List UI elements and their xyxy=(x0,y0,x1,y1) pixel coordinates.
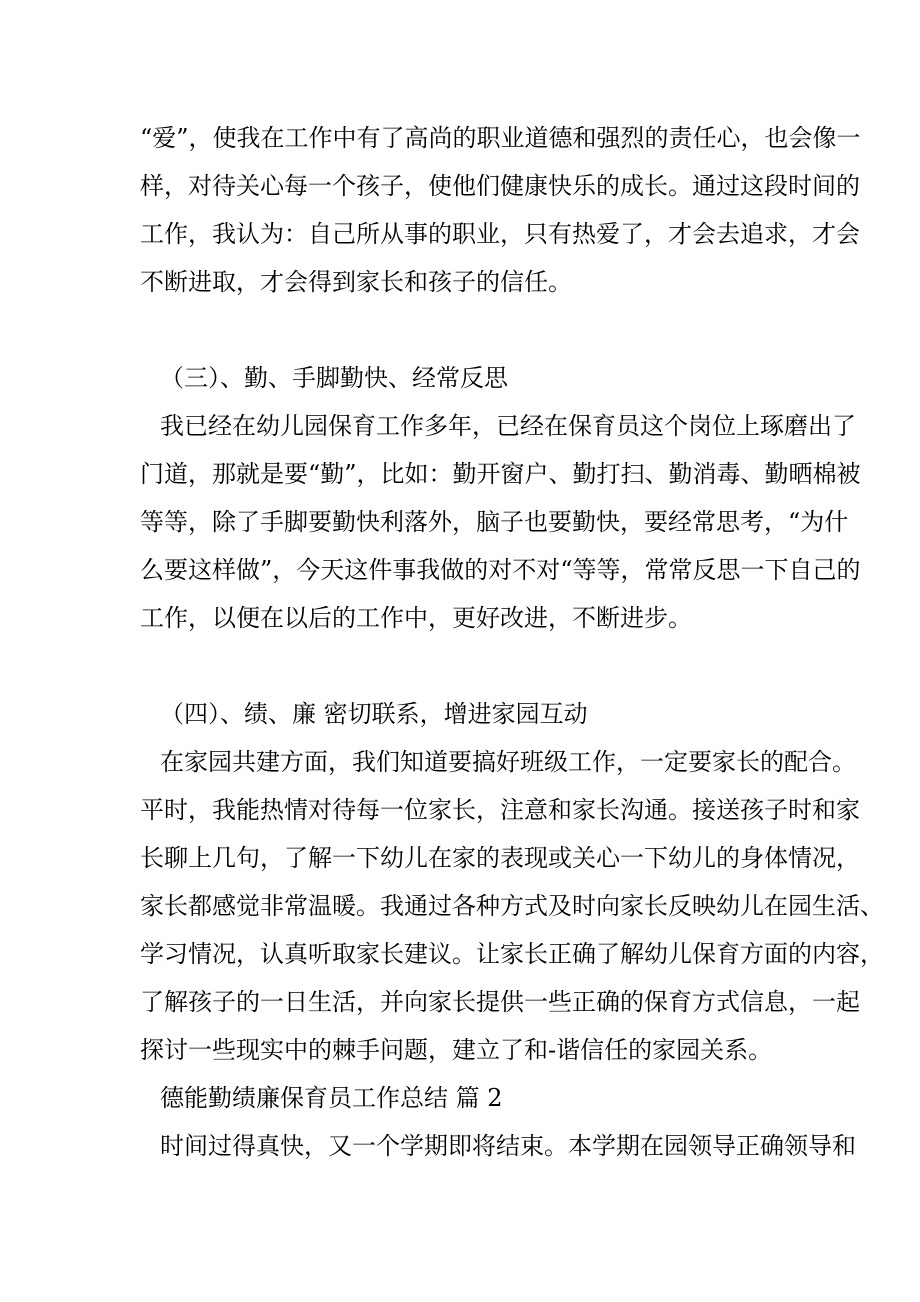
paragraph-line: 么要这样做”，今天这件事我做的对不对“等等，常常反思一下自己的 xyxy=(140,556,861,584)
paragraph-line: 时间过得真快，又一个学期即将结束。本学期在园领导正确领导和 xyxy=(160,1132,856,1160)
article-title: 德能勤绩廉保育员工作总结 篇 2 xyxy=(160,1084,503,1112)
paragraph-line: 工作，以便在以后的工作中，更好改进，不断进步。 xyxy=(140,604,692,632)
paragraph-line: 了解孩子的一日生活，并向家长提供一些正确的保育方式信息，一起 xyxy=(140,988,860,1016)
paragraph-line: “爱”，使我在工作中有了高尚的职业道德和强烈的责任心，也会像一 xyxy=(140,124,861,152)
section-heading-3: （三）、勤、手脚勤快、经常反思 xyxy=(160,364,508,392)
paragraph-line: 门道，那就是要“勤”，比如：勤开窗户、勤打扫、勤消毒、勤晒棉被 xyxy=(140,460,861,488)
paragraph-line: 样，对待关心每一个孩子，使他们健康快乐的成长。通过这段时间的 xyxy=(140,172,860,200)
section-heading-4: （四）、绩、廉 密切联系，增进家园互动 xyxy=(160,700,588,728)
paragraph-line: 不断进取，才会得到家长和孩子的信任。 xyxy=(140,268,572,296)
paragraph-line: 平时，我能热情对待每一位家长，注意和家长沟通。接送孩子时和家 xyxy=(140,796,860,824)
paragraph-line: 家长都感觉非常温暖。我通过各种方式及时向家长反映幼儿在园生活、 xyxy=(140,892,884,920)
paragraph-line: 等等，除了手脚要勤快利落外，脑子也要勤快，要经常思考，“为什 xyxy=(140,508,849,536)
paragraph-line: 在家园共建方面，我们知道要搞好班级工作，一定要家长的配合。 xyxy=(160,748,856,776)
paragraph-line: 探讨一些现实中的棘手问题，建立了和-谐信任的家园关系。 xyxy=(140,1036,773,1064)
paragraph-line: 长聊上几句，了解一下幼儿在家的表现或关心一下幼儿的身体情况， xyxy=(140,844,860,872)
paragraph-line: 学习情况，认真听取家长建议。让家长正确了解幼儿保育方面的内容， xyxy=(140,940,884,968)
paragraph-line: 工作，我认为：自己所从事的职业，只有热爱了，才会去追求，才会 xyxy=(140,220,860,248)
paragraph-line: 我已经在幼儿园保育工作多年，已经在保育员这个岗位上琢磨出了 xyxy=(160,412,856,440)
